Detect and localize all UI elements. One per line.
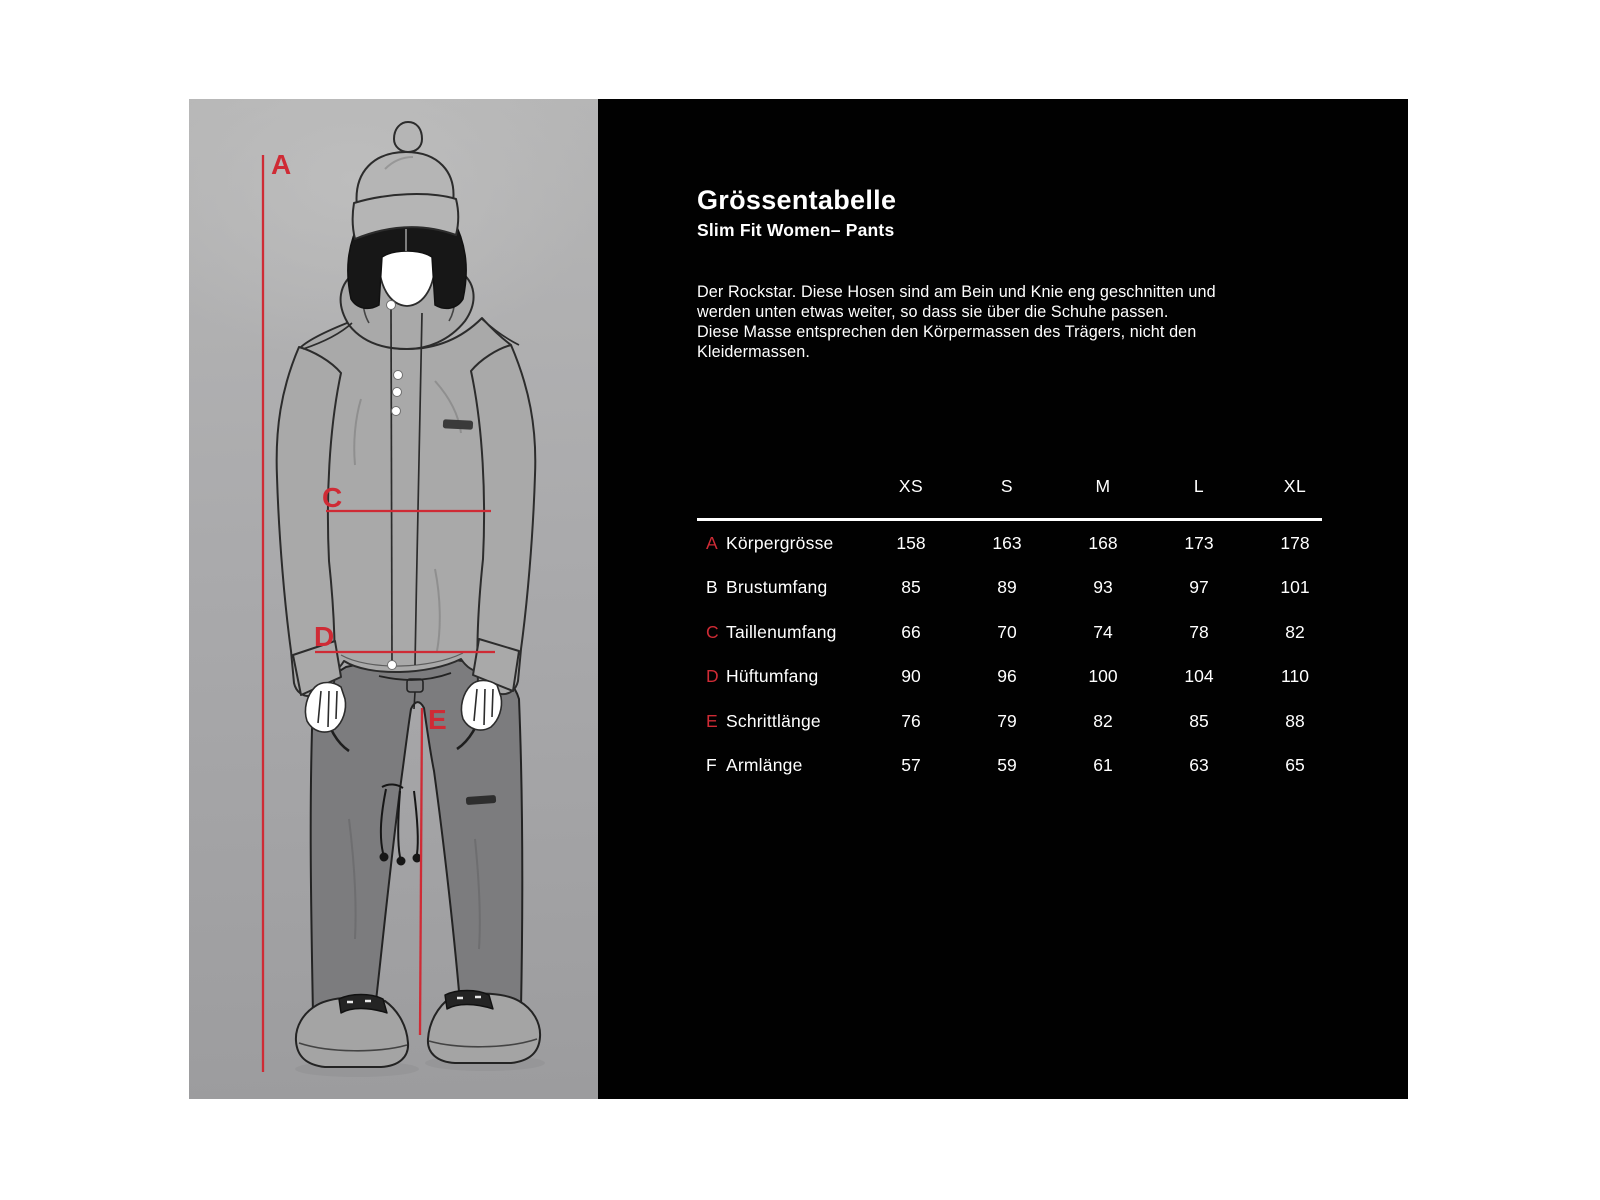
cell-value: 101: [1280, 577, 1310, 598]
cell-value: 74: [1093, 621, 1113, 642]
table-row-taillenumfang: [697, 610, 1357, 655]
description-line: Kleidermassen.: [697, 343, 810, 361]
column-header-xl: XL: [1283, 475, 1307, 496]
cell-value: 82: [1285, 621, 1305, 642]
table-row-schrittlaenge: [697, 699, 1357, 744]
cell-value: 178: [1280, 532, 1310, 553]
info-panel: [598, 99, 1408, 1099]
cell-value: 104: [1184, 666, 1214, 687]
cell-value: 110: [1281, 666, 1309, 687]
column-header-s: S: [1000, 475, 1014, 496]
measure-label-a: A: [271, 149, 292, 180]
cell-value: 85: [901, 577, 921, 598]
cell-value: 100: [1088, 666, 1118, 687]
cell-value: 96: [997, 666, 1017, 687]
row-label: Hüftumfang: [726, 666, 819, 687]
cell-value: 70: [997, 621, 1017, 642]
cell-value: 158: [896, 532, 926, 553]
row-label: Körpergrösse: [726, 532, 834, 553]
cell-value: 97: [1189, 577, 1209, 598]
row-letter: D: [706, 666, 719, 687]
page-subtitle: Slim Fit Women– Pants: [697, 220, 895, 240]
row-label: Schrittlänge: [726, 710, 821, 731]
cell-value: 66: [901, 621, 921, 642]
row-label: Taillenumfang: [726, 621, 837, 642]
figure-panel: [189, 99, 598, 1099]
row-letter: C: [706, 621, 719, 642]
left-hand: [305, 683, 345, 733]
beanie-pom: [394, 122, 422, 152]
description-line: werden unten etwas weiter, so dass sie über die Schuhe passen.: [697, 303, 1169, 321]
jacket-chest-logo: [443, 419, 473, 430]
row-letter: E: [706, 710, 718, 731]
placket-line: [391, 309, 392, 665]
column-header-l: L: [1193, 475, 1205, 496]
description-line: Der Rockstar. Diese Hosen sind am Bein und Knie eng geschnitten und: [697, 283, 1216, 301]
column-header-m: M: [1095, 475, 1111, 496]
row-letter: F: [706, 755, 717, 776]
row-letter: B: [706, 577, 718, 598]
row-label: Brustumfang: [726, 577, 828, 598]
cell-value: 76: [901, 710, 921, 731]
cell-value: 89: [997, 577, 1017, 598]
measure-line-e: [420, 708, 422, 1035]
size-table: [697, 466, 1357, 788]
description-line: Diese Masse entsprechen den Körpermassen des Trägers, nicht den: [697, 323, 1197, 341]
cell-value: 57: [901, 755, 921, 776]
size-figure-illustration: [189, 99, 598, 1099]
cell-value: 173: [1184, 532, 1214, 553]
cell-value: 88: [1285, 710, 1305, 731]
cell-value: 79: [997, 710, 1017, 731]
table-header-row: [697, 466, 1357, 506]
boots: [296, 991, 540, 1068]
table-row-hueftumfang: [697, 655, 1357, 700]
cell-value: 85: [1189, 710, 1209, 731]
cell-value: 63: [1189, 755, 1209, 776]
row-letter: A: [706, 532, 718, 553]
cell-value: 163: [992, 532, 1022, 553]
measure-label-d: D: [314, 621, 335, 652]
row-label: Armlänge: [726, 755, 803, 776]
cell-value: 82: [1093, 710, 1113, 731]
cell-value: 61: [1093, 755, 1113, 776]
page-title: Grössentabelle: [697, 185, 897, 215]
measure-label-e: E: [428, 704, 447, 735]
cell-value: 168: [1088, 532, 1118, 553]
table-row-koerpergroesse: [697, 521, 1357, 566]
table-row-armlaenge: [697, 744, 1357, 789]
product-description: [697, 282, 1216, 362]
cell-value: 93: [1093, 577, 1113, 598]
cell-value: 90: [901, 666, 921, 687]
cell-value: 78: [1189, 621, 1209, 642]
cell-value: 59: [997, 755, 1017, 776]
content-frame: [189, 99, 1408, 1099]
cell-value: 65: [1285, 755, 1305, 776]
table-row-brustumfang: [697, 566, 1357, 611]
column-header-xs: XS: [898, 475, 924, 496]
right-hand: [461, 681, 501, 731]
measure-label-c: C: [322, 482, 343, 513]
beanie: [353, 122, 459, 239]
